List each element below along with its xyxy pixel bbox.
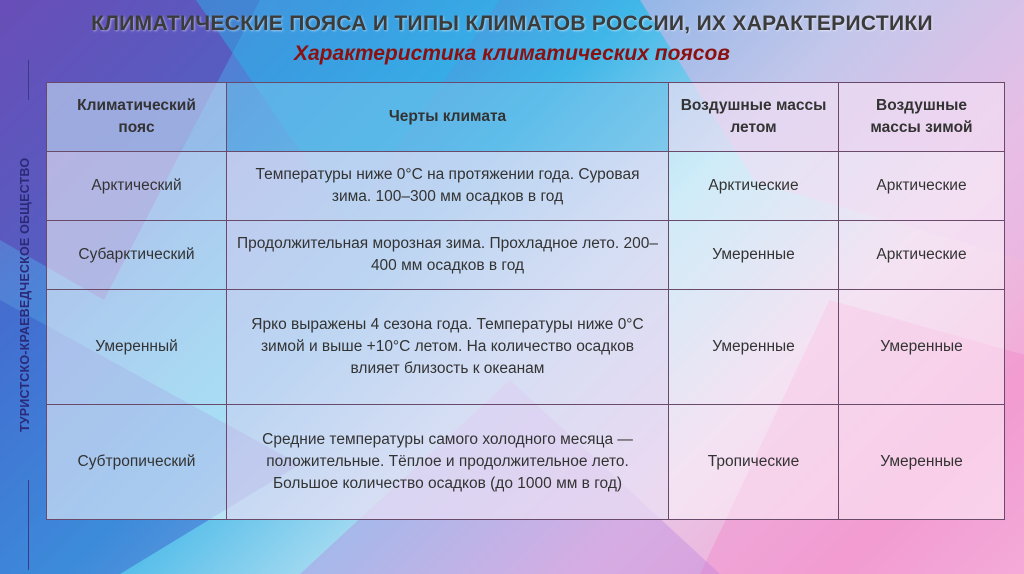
climate-features-cell: Ярко выражены 4 сезона года. Температуры ниже 0°C зимой и выше +10°C летом. На количество осадков влияет близость к океанам (227, 290, 669, 405)
summer-air-cell: Умеренные (669, 290, 839, 405)
winter-air-cell: Арктические (839, 152, 1005, 221)
table-row (47, 290, 1005, 405)
side-label-bar (18, 60, 40, 560)
table-row (47, 405, 1005, 520)
column-header: Воздушные массы летом (669, 83, 839, 152)
winter-air-cell: Умеренные (839, 290, 1005, 405)
belt-name-cell: Умеренный (47, 290, 227, 405)
climate-features-cell: Температуры ниже 0°C на протяжении года. Суровая зима. 100–300 мм осадков в год (227, 152, 669, 221)
climate-table (46, 82, 1005, 520)
side-divider (28, 480, 29, 570)
climate-features-cell: Средние температуры самого холодного месяца — положительные. Тёплое и продолжительное лето. Большое количество осадков (до 1000 мм в год) (227, 405, 669, 520)
table-row (47, 152, 1005, 221)
belt-name-cell: Субтропический (47, 405, 227, 520)
summer-air-cell: Умеренные (669, 221, 839, 290)
column-header: Климатический пояс (47, 83, 227, 152)
table-row (47, 221, 1005, 290)
summer-air-cell: Арктические (669, 152, 839, 221)
winter-air-cell: Арктические (839, 221, 1005, 290)
side-divider (28, 60, 29, 100)
page-subtitle: Характеристика климатических поясов (294, 42, 730, 65)
table-header-row (47, 83, 1005, 152)
summer-air-cell: Тропические (669, 405, 839, 520)
belt-name-cell: Арктический (47, 152, 227, 221)
belt-name-cell: Субарктический (47, 221, 227, 290)
column-header: Воздушные массы зимой (839, 83, 1005, 152)
winter-air-cell: Умеренные (839, 405, 1005, 520)
column-header: Черты климата (227, 83, 669, 152)
side-label: ТУРИСТСКО-КРАЕВЕДЧЕСКОЕ ОБЩЕСТВО (18, 157, 32, 433)
climate-features-cell: Продолжительная морозная зима. Прохладное лето. 200–400 мм осадков в год (227, 221, 669, 290)
page-title: КЛИМАТИЧЕСКИЕ ПОЯСА И ТИПЫ КЛИМАТОВ РОССИИ, ИХ ХАРАКТЕРИСТИКИ (91, 12, 933, 35)
